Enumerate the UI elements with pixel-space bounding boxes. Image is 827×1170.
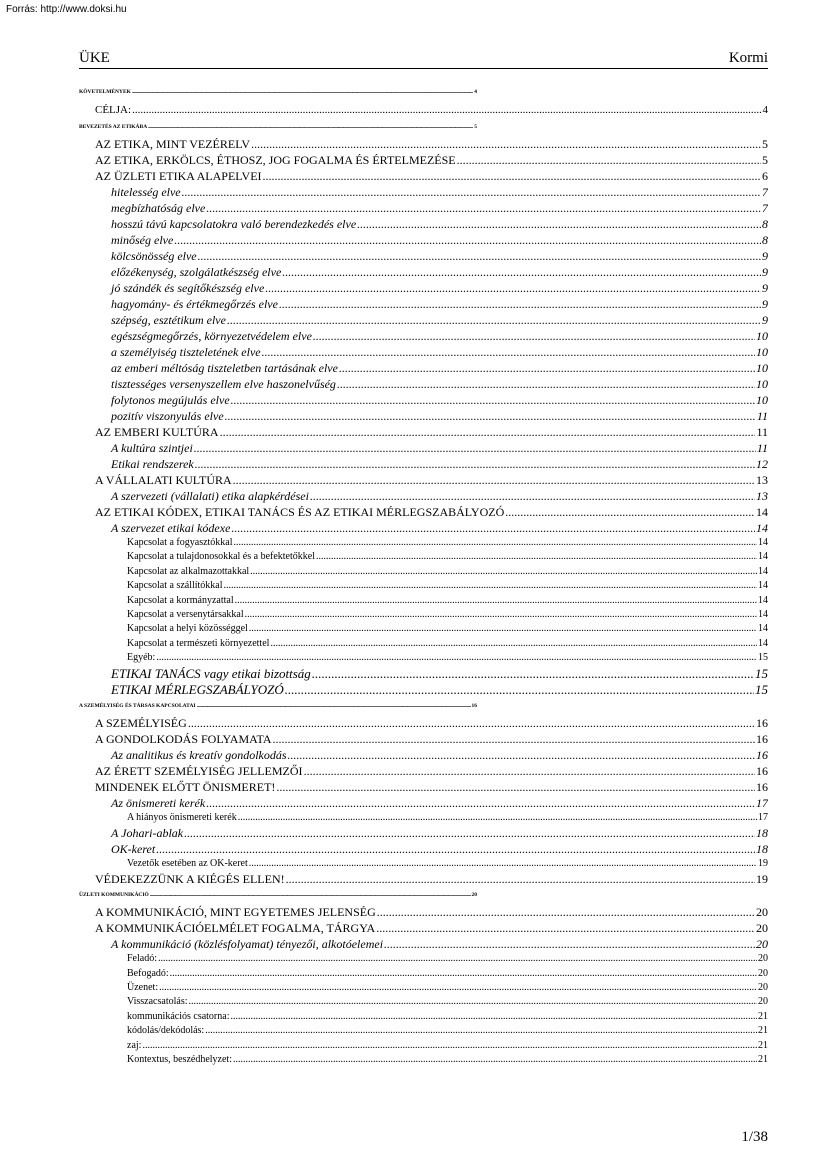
toc-entry-title: Az analitikus és kreatív gondolkodás <box>111 747 287 762</box>
toc-entry-title: A Johari-ablak <box>111 825 184 840</box>
toc-entry-page: 10 <box>756 361 768 375</box>
toc-entry-page: 9 <box>762 265 768 279</box>
dot-leader <box>505 504 755 520</box>
toc-entry-page: 17 <box>758 811 768 823</box>
dot-leader <box>206 200 761 216</box>
toc-entry-page: 15 <box>755 665 768 681</box>
toc-entry-page: 11 <box>756 425 768 439</box>
toc-entry[interactable] <box>79 565 768 579</box>
toc-entry[interactable] <box>79 952 768 966</box>
toc-entry-title: A SZEMÉLYISÉG <box>95 715 187 730</box>
dot-leader <box>282 264 761 280</box>
toc-entry[interactable] <box>79 651 768 665</box>
toc-entry[interactable] <box>79 1010 768 1024</box>
toc-entry[interactable] <box>79 594 768 608</box>
toc-entry-page: 16 <box>756 715 768 730</box>
toc-entry-page: 14 <box>758 594 768 606</box>
toc-entry-title: Feladó: <box>127 953 157 965</box>
toc-entry-title: AZ ETIKA, MINT VEZÉRELV <box>95 137 251 151</box>
toc-entry[interactable] <box>79 280 768 296</box>
source-line: Forrás: http://www.doksi.hu <box>6 4 127 15</box>
dot-leader <box>197 702 471 711</box>
toc-entry[interactable] <box>79 550 768 564</box>
toc-entry-page: 20 <box>758 953 768 965</box>
toc-entry[interactable] <box>79 811 768 825</box>
toc-entry[interactable] <box>79 360 768 376</box>
toc-entry[interactable] <box>79 763 768 779</box>
dot-leader <box>263 168 761 184</box>
toc-entry[interactable] <box>79 871 768 887</box>
toc-entry-page: 21 <box>758 1025 768 1037</box>
page-number: 1/38 <box>741 1129 768 1145</box>
toc-entry[interactable] <box>79 344 768 360</box>
toc-entry-title: pozitív viszonyulás elve <box>111 409 224 423</box>
toc-entry-title: MINDENEK ELŐTT ÖNISMERET! <box>95 779 276 794</box>
toc-entry-page: 14 <box>758 565 768 577</box>
toc-entry-page: 14 <box>756 521 768 535</box>
toc-entry-page: 19 <box>756 872 768 887</box>
toc-entry[interactable] <box>79 936 768 952</box>
dot-leader <box>188 715 755 731</box>
toc-entry-title: AZ EMBERI KULTÚRA <box>95 425 219 439</box>
toc-entry-title: A KOMMUNIKÁCIÓELMÉLET FOGALMA, TÁRGYA <box>95 921 376 936</box>
page-header <box>79 50 768 69</box>
dot-leader <box>231 520 755 536</box>
toc-entry[interactable] <box>79 88 477 97</box>
toc-entry[interactable] <box>79 747 768 763</box>
toc-entry[interactable] <box>79 857 768 871</box>
toc-entry-title: Egyéb: <box>127 652 156 664</box>
dot-leader <box>156 651 757 665</box>
dot-leader <box>142 1039 757 1053</box>
toc-entry[interactable] <box>79 440 768 456</box>
toc-entry-page: 15 <box>758 652 768 664</box>
toc-entry-title: az emberi méltóság tiszteletben tartásának elve <box>111 361 338 375</box>
toc-entry[interactable] <box>79 101 768 119</box>
toc-entry-title: VÉDEKEZZÜNK A KIÉGÉS ELLEN! <box>95 872 285 887</box>
dot-leader <box>159 981 757 995</box>
toc-entry-title: A GONDOLKODÁS FOLYAMATA <box>95 731 272 746</box>
dot-leader <box>262 344 755 360</box>
toc-entry[interactable] <box>79 264 768 280</box>
dot-leader <box>313 328 755 344</box>
toc-entry-title: BEVEZETÉS AZ ETIKÁBA <box>79 124 148 130</box>
toc-entry[interactable] <box>79 608 768 622</box>
toc-entry-page: 18 <box>756 841 768 856</box>
toc-entry-page: 14 <box>758 623 768 635</box>
toc-entry-page: 9 <box>762 249 768 263</box>
dot-leader <box>198 248 761 264</box>
toc-entry-title: AZ ÜZLETI ETIKA ALAPELVEI <box>95 169 262 183</box>
toc-entry[interactable] <box>79 200 768 216</box>
toc-entry[interactable] <box>79 376 768 392</box>
toc-entry-title: Üzenet: <box>127 982 159 994</box>
toc-entry-page: 8 <box>762 217 768 231</box>
toc-entry[interactable] <box>79 168 768 184</box>
dot-leader <box>174 232 761 248</box>
toc-entry-page: 9 <box>762 313 768 327</box>
toc-entry-page: 20 <box>756 921 768 936</box>
toc-entry-page: 20 <box>756 937 768 952</box>
toc-entry-title: KÖVETELMÉNYEK <box>79 89 131 95</box>
toc-entry-page: 13 <box>756 473 768 487</box>
toc-entry[interactable] <box>79 666 768 682</box>
toc-entry-title: egészségmegőrzés, környezetvédelem elve <box>111 329 312 343</box>
toc-entry-title: ETIKAI MÉRLEGSZABÁLYOZÓ <box>111 681 284 697</box>
toc-entry[interactable] <box>79 579 768 593</box>
toc-entry-title: A hiányos önismereti kerék <box>127 811 237 823</box>
toc-entry-page: 5 <box>762 137 768 151</box>
toc-entry-page: 8 <box>762 233 768 247</box>
toc-entry-page: 14 <box>758 551 768 563</box>
toc-entry-page: 14 <box>756 505 768 519</box>
toc-entry[interactable] <box>79 682 768 698</box>
toc-entry-page: 14 <box>758 637 768 649</box>
dot-leader <box>337 376 755 392</box>
toc-entry[interactable] <box>79 967 768 981</box>
toc-entry-title: OK-keret <box>111 841 156 856</box>
toc-entry-page: 6 <box>762 169 768 183</box>
toc-entry[interactable] <box>79 715 768 731</box>
dot-leader <box>238 811 757 825</box>
toc-entry-title: ETIKAI TANÁCS vagy etikai bizottság <box>111 665 311 681</box>
toc-entry-title: Az önismereti kerék <box>111 795 206 810</box>
dot-leader <box>234 536 757 550</box>
toc-entry-page: 14 <box>758 580 768 592</box>
toc-entry-title: tisztességes versenyszellem elve haszonelvűség <box>111 377 336 391</box>
dot-leader <box>150 891 471 900</box>
toc-entry-title: Vezetők esetében az OK-keret <box>127 857 248 869</box>
toc-entry-title: Kapcsolat a kormányzattal <box>127 594 234 606</box>
dot-leader <box>249 857 757 871</box>
toc-entry-page: 16 <box>756 731 768 746</box>
toc-entry[interactable] <box>79 702 477 711</box>
toc-entry[interactable] <box>79 328 768 344</box>
toc-entry-title: AZ ÉRETT SZEMÉLYISÉG JELLEMZŐI <box>95 763 303 778</box>
toc-entry-title: A szervezeti (vállalati) etika alapkérdései <box>111 489 309 503</box>
dot-leader <box>233 1053 757 1067</box>
toc-entry-title: Kapcsolat a fogyasztókkal <box>127 537 233 548</box>
toc-entry[interactable] <box>79 392 768 408</box>
dot-leader <box>339 360 755 376</box>
dot-leader <box>357 216 761 232</box>
toc-entry-page: 14 <box>758 608 768 620</box>
toc-entry-title: minőség elve <box>111 233 174 247</box>
toc-entry[interactable] <box>79 184 768 200</box>
dot-leader <box>288 747 755 763</box>
toc-entry[interactable] <box>79 981 768 995</box>
dot-leader <box>245 608 757 622</box>
toc-entry[interactable] <box>79 995 768 1009</box>
toc-entry[interactable] <box>79 536 768 550</box>
toc-entry[interactable] <box>79 1039 768 1053</box>
toc-entry-page: 19 <box>758 857 768 869</box>
dot-leader <box>132 88 473 97</box>
toc-entry-title: kódolás/dekódolás: <box>127 1025 205 1037</box>
dot-leader <box>273 731 755 747</box>
header-left: ÜKE <box>79 50 110 66</box>
dot-leader <box>312 666 754 682</box>
toc-entry[interactable] <box>79 504 768 520</box>
toc-entry-title: jó szándék és segítőkészség elve <box>111 281 265 295</box>
toc-entry-page: 5 <box>762 153 768 167</box>
toc-entry-page: 11 <box>756 409 768 423</box>
toc-entry-page: 10 <box>756 345 768 359</box>
toc-entry-page: 20 <box>758 967 768 979</box>
toc-entry-page: 4 <box>474 89 477 95</box>
toc-entry[interactable] <box>79 520 768 536</box>
toc-entry-title: A KOMMUNIKÁCIÓ, MINT EGYETEMES JELENSÉG <box>95 905 376 920</box>
dot-leader <box>249 622 757 636</box>
toc-entry-page: 12 <box>756 457 768 471</box>
toc-entry-title: A kultúra szintjei <box>111 441 193 455</box>
dot-leader <box>220 424 756 440</box>
toc-entry-page: 15 <box>755 681 768 697</box>
toc-entry-title: Kapcsolat a természeti környezettel <box>127 637 270 649</box>
toc-entry[interactable] <box>79 296 768 312</box>
table-of-contents <box>79 84 768 1067</box>
toc-entry-title: AZ ETIKAI KÓDEX, ETIKAI TANÁCS ÉS AZ ETIKAI MÉRLEGSZABÁLYOZÓ <box>95 505 505 519</box>
dot-leader <box>276 779 755 795</box>
dot-leader <box>377 904 755 920</box>
toc-entry[interactable] <box>79 123 477 132</box>
toc-entry[interactable] <box>79 312 768 328</box>
dot-leader <box>206 795 755 811</box>
toc-entry[interactable] <box>79 1024 768 1038</box>
toc-entry[interactable] <box>79 136 768 152</box>
toc-entry[interactable] <box>79 891 477 900</box>
toc-entry-title: hagyomány- és értékmegőrzés elve <box>111 297 278 311</box>
toc-entry-page: 17 <box>756 795 768 810</box>
toc-entry-title: Visszacsatolás: <box>127 996 188 1008</box>
toc-entry-page: 16 <box>756 779 768 794</box>
dot-leader <box>270 637 757 651</box>
dot-leader <box>235 594 757 608</box>
toc-entry-page: 16 <box>756 747 768 762</box>
toc-entry-page: 21 <box>758 1054 768 1066</box>
dot-leader <box>310 488 755 504</box>
toc-entry-title: Kapcsolat a helyi közösséggel <box>127 623 248 635</box>
toc-entry-page: 20 <box>758 996 768 1008</box>
toc-entry-title: Befogadó: <box>127 967 169 979</box>
dot-leader <box>224 579 757 593</box>
dot-leader <box>286 871 755 887</box>
toc-entry-title: folytonos megújulás elve <box>111 393 230 407</box>
toc-entry-title: AZ ETIKA, ERKÖLCS, ÉTHOSZ, JOG FOGALMA ÉS ÉRTELMEZÉSE <box>95 153 456 167</box>
toc-entry-page: 11 <box>756 441 768 455</box>
toc-entry-page: 7 <box>762 201 768 215</box>
toc-entry[interactable] <box>79 731 768 747</box>
toc-entry-page: 16 <box>471 702 477 709</box>
toc-entry[interactable] <box>79 904 768 920</box>
toc-entry-page: 14 <box>758 537 768 548</box>
toc-entry-title: a személyiség tiszteletének elve <box>111 345 261 359</box>
toc-entry-title: zaj: <box>127 1039 142 1051</box>
toc-entry-page: 20 <box>471 892 477 899</box>
toc-entry-title: kommunikációs csatorna: <box>127 1010 230 1022</box>
dot-leader <box>384 936 755 952</box>
dot-leader <box>225 408 756 424</box>
dot-leader <box>230 1010 757 1024</box>
toc-entry[interactable] <box>79 622 768 636</box>
toc-entry-title: Kapcsolat a versenytársakkal <box>127 608 244 620</box>
dot-leader <box>285 682 754 698</box>
toc-entry-title: Kontextus, beszédhelyzet: <box>127 1054 232 1066</box>
dot-leader <box>231 392 755 408</box>
dot-leader <box>376 920 755 936</box>
toc-entry[interactable] <box>79 637 768 651</box>
toc-entry-page: 4 <box>762 104 768 116</box>
toc-entry-page: 21 <box>758 1010 768 1022</box>
toc-entry[interactable] <box>79 248 768 264</box>
toc-entry-page: 10 <box>756 329 768 343</box>
dot-leader <box>195 456 755 472</box>
dot-leader <box>170 967 757 981</box>
header-right: Kormi <box>728 50 768 66</box>
dot-leader <box>316 550 757 564</box>
toc-entry-page: 21 <box>758 1039 768 1051</box>
toc-entry-page: 18 <box>756 825 768 840</box>
toc-entry-title: Kapcsolat a tulajdonosokkal és a befektetőkkel <box>127 551 315 563</box>
toc-entry-page: 20 <box>756 905 768 920</box>
toc-entry-title: hitelesség elve <box>111 185 181 199</box>
dot-leader <box>265 280 761 296</box>
toc-entry-title: szépség, esztétikum elve <box>111 313 226 327</box>
toc-entry[interactable] <box>79 152 768 168</box>
toc-entry-title: előzékenység, szolgálatkészség elve <box>111 265 282 279</box>
dot-leader <box>304 763 755 779</box>
toc-entry[interactable] <box>79 795 768 811</box>
toc-entry[interactable] <box>79 825 768 841</box>
toc-entry[interactable] <box>79 1053 768 1067</box>
toc-entry-title: A szervezet etikai kódexe <box>111 521 231 535</box>
toc-entry[interactable] <box>79 456 768 472</box>
dot-leader <box>457 152 761 168</box>
toc-entry-title: Kapcsolat a szállítókkal <box>127 580 223 592</box>
toc-entry-page: 7 <box>762 185 768 199</box>
toc-entry[interactable] <box>79 408 768 424</box>
dot-leader <box>279 296 761 312</box>
dot-leader <box>148 123 473 132</box>
toc-entry-title: megbízhatóság elve <box>111 201 206 215</box>
toc-entry-page: 13 <box>756 489 768 503</box>
toc-entry-title: A SZEMÉLYISÉG ÉS TÁRSAS KAPCSOLATAI <box>79 702 196 709</box>
toc-entry[interactable] <box>79 472 768 488</box>
dot-leader <box>194 440 756 456</box>
toc-entry-title: A kommunikáció (közlésfolyamat) tényezői, alkotóelemei <box>111 937 384 952</box>
toc-entry[interactable] <box>79 920 768 936</box>
toc-entry[interactable] <box>79 488 768 504</box>
toc-entry-page: 9 <box>762 297 768 311</box>
dot-leader <box>182 184 761 200</box>
dot-leader <box>132 101 761 119</box>
dot-leader <box>233 472 755 488</box>
dot-leader <box>156 841 755 857</box>
toc-entry-page: 16 <box>756 763 768 778</box>
toc-entry[interactable] <box>79 232 768 248</box>
dot-leader <box>205 1024 757 1038</box>
toc-entry-page: 20 <box>758 982 768 994</box>
toc-entry-title: Etikai rendszerek <box>111 457 194 471</box>
toc-entry-title: kölcsönösség elve <box>111 249 197 263</box>
toc-entry-title: hosszú távú kapcsolatokra való berendezkedés elve <box>111 217 357 231</box>
toc-entry[interactable] <box>79 779 768 795</box>
toc-entry-page: 10 <box>756 393 768 407</box>
toc-entry-title: Kapcsolat az alkalmazottakkal <box>127 565 250 577</box>
dot-leader <box>158 952 757 966</box>
toc-entry-title: CÉLJA: <box>95 104 132 116</box>
toc-entry-title: A VÁLLALATI KULTÚRA <box>95 473 232 487</box>
dot-leader <box>189 995 758 1009</box>
toc-entry-title: ÜZLETI KOMMUNIKÁCIÓ <box>79 892 149 899</box>
dot-leader <box>227 312 761 328</box>
toc-entry-page: 5 <box>474 124 477 130</box>
toc-entry[interactable] <box>79 841 768 857</box>
toc-entry[interactable] <box>79 216 768 232</box>
dot-leader <box>251 136 761 152</box>
toc-entry-page: 9 <box>762 281 768 295</box>
toc-entry-page: 10 <box>756 377 768 391</box>
dot-leader <box>184 825 755 841</box>
toc-entry[interactable] <box>79 424 768 440</box>
dot-leader <box>250 565 757 579</box>
